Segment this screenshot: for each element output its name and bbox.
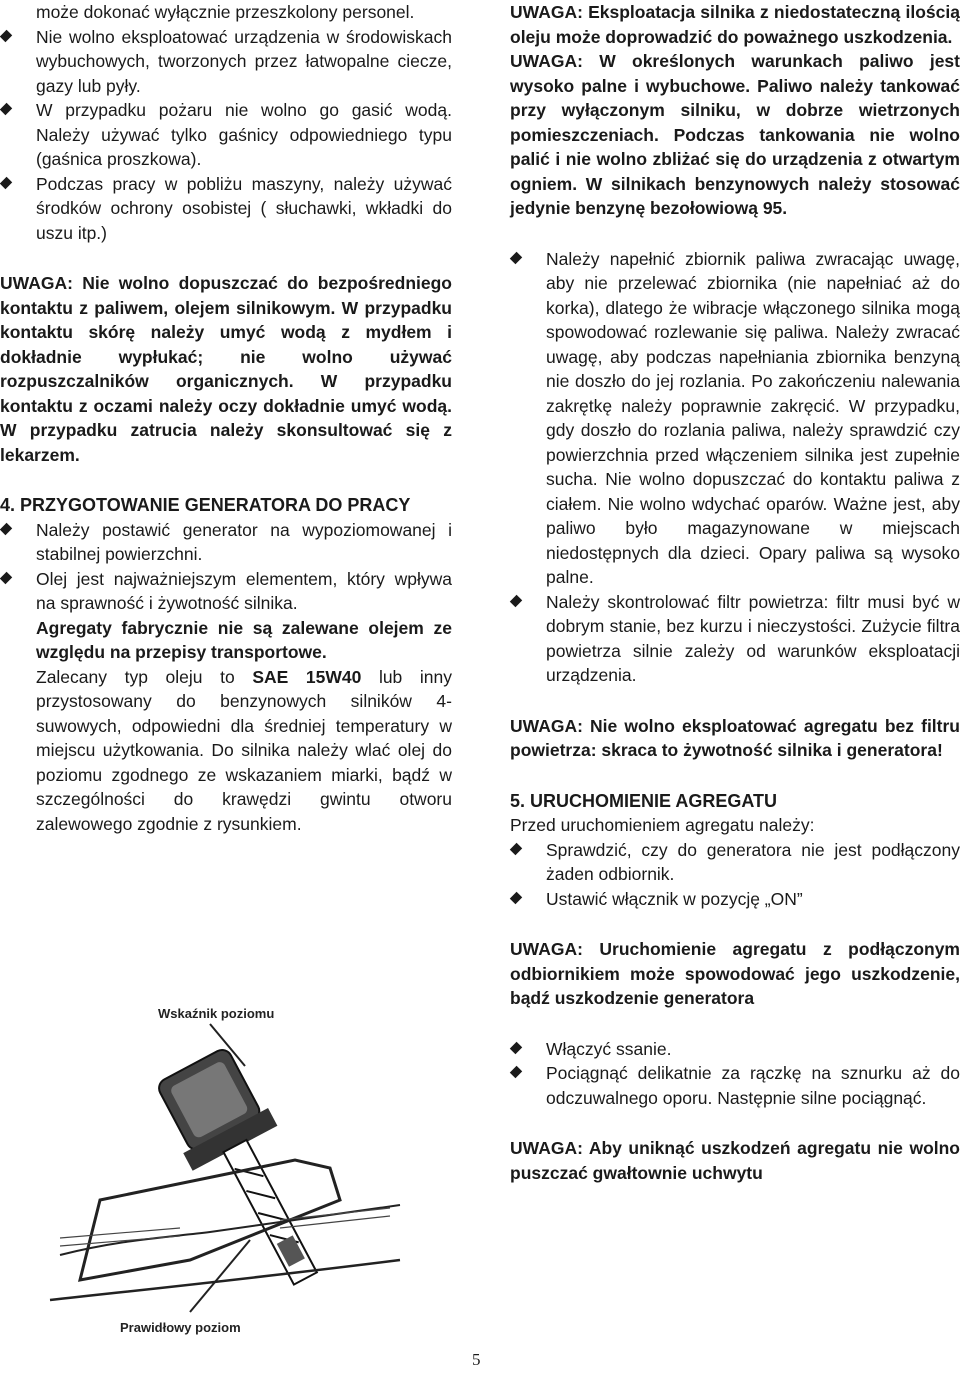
- oil-grade: SAE 15W40: [252, 666, 362, 687]
- page-number: 5: [472, 1350, 481, 1369]
- right-column: [510, 0, 960, 1185]
- warning-start-with-load: UWAGA: Uruchomienie agregatu z podłączonym odbiornikiem może spowodować jego uszkodzenie, bądź uszkodzenie generatora: [510, 939, 960, 1008]
- bullet-explosive: Nie wolno eksploatować urządzenia w środowiskach wybuchowych, tworzonych przez łatwopalne ciecze, gazy lub pyły.: [0, 25, 452, 99]
- bullet-level-surface: Należy postawić generator na wypoziomowanej i stabilnej powierzchni.: [0, 518, 452, 567]
- bullet-diamond-icon: [510, 1066, 522, 1078]
- bullet-diamond-icon: [0, 176, 12, 188]
- bullet-choke: Włączyć ssanie.: [510, 1037, 960, 1062]
- dipstick-illustration: [40, 1000, 410, 1345]
- bullet-no-load: Sprawdzić, czy do generatora nie jest podłączony żaden odbiornik.: [510, 838, 960, 887]
- section-5-title: 5. URUCHOMIENIE AGREGATU: [510, 790, 778, 811]
- bullet-diamond-icon: [510, 251, 522, 263]
- bullet-diamond-icon: [510, 891, 522, 903]
- oil-type-paragraph: Zalecany typ oleju to SAE 15W40 lub inny przystosowany do benzynowych silników 4-suwowych, odpowiedni dla średniej temperatury w miejscu użytkowania. Do silnika należy wlać olej do poziomu zgodnego ze wskazaniem miarki, bądź w szczególności do krawędzi gwintu otworu zalewowego zgodnie z rysunkiem.: [36, 666, 452, 834]
- warning-air-filter: UWAGA: Nie wolno eksploatować agregatu bez filtru powietrza: skraca to żywotność silnika i generatora!: [510, 715, 960, 760]
- oil-level-figure: [40, 1000, 410, 1345]
- bullet-diamond-icon: [0, 103, 12, 115]
- bullet-switch-on: Ustawić włącznik w pozycję „ON”: [510, 887, 960, 912]
- bullet-oil-importance: Olej jest najważniejszym elementem, który wpływa na sprawność i żywotność silnika.: [0, 567, 452, 616]
- bullet-diamond-icon: [510, 842, 522, 854]
- bullet-diamond-icon: [0, 29, 12, 41]
- intro-continuation: może dokonać wyłącznie przeszkolony personel.: [36, 2, 415, 22]
- bullet-diamond-icon: [510, 1041, 522, 1053]
- warning-throttle: UWAGA: Aby uniknąć uszkodzeń agregatu nie wolno puszczać gwałtownie uchwytu: [510, 1138, 960, 1183]
- bullet-pull-cord: Pociągnąć delikatnie za rączkę na sznurku aż do odczuwalnego oporu. Następnie silne pociągnąć.: [510, 1061, 960, 1110]
- bullet-air-filter: Należy skontrolować filtr powietrza: filtr musi być w dobrym stanie, bez kurzu i nieczystości. Zużycie filtra powietrza silnie zależy od warunków eksploatacji urządzenia.: [510, 590, 960, 688]
- bullet-diamond-icon: [0, 571, 12, 583]
- left-column: [0, 0, 452, 836]
- warning-contact: UWAGA: Nie wolno dopuszczać do bezpośredniego kontaktu z paliwem, olejem silnikowym. W przypadku kontaktu skórę należy umyć wodą z mydłem i dokładnie wypłukać; nie wolno używać rozpuszczalników organicznych. W przypadku kontaktu z oczami należy oczy dokładnie umyć wodą. W przypadku zatrucia należy skonsultować się z lekarzem.: [0, 273, 452, 465]
- section-4-title: 4. PRZYGOTOWANIE GENERATORA DO PRACY: [0, 495, 411, 515]
- oil-not-filled-note: Agregaty fabrycznie nie są zalewane olejem ze względu na przepisy transportowe.: [36, 617, 452, 662]
- bullet-fuel-tank: Należy napełnić zbiornik paliwa zwracając uwagę, aby nie przelewać zbiornika (nie napełniać aż do korka), dlatego że wibracje włączonego silnika mogą spowodować rozlewanie się paliwa. Należy zwracać uwagę, aby podczas napełniania zbiornika benzyną nie doszło do jej rozlania. Po zakończeniu nalewania zakrętkę należy poprawnie zakręcić. W przypadku, gdy doszło do rozlania paliwa, należy sprawdzić czy powierzchnia przed włączeniem silnika jest zupełnie sucha. Nie wolno dopuszczać do kontaktu paliwa z ciałem. Nie wolno wdychać oparów. Ważne jest, aby paliwo było magazynowane w miejscach niedostępnych dla dzieci. Opary paliwa są wysoko palne.: [510, 247, 960, 590]
- bullet-fire: W przypadku pożaru nie wolno go gasić wodą. Należy używać tylko gaśnicy odpowiedniego typu (gaśnica proszkowa).: [0, 98, 452, 172]
- figure-label-bottom: Prawidłowy poziom: [120, 1320, 241, 1335]
- warning-fuel: UWAGA: W określonych warunkach paliwo jest wysoko palne i wybuchowe. Paliwo należy tankować przy wyłączonym silniku, w dobrze wietrzonych pomieszczeniach. Podczas tankowania nie wolno palić i nie wolno zbliżać się do urządzenia z otwartym ogniem. W silnikach benzynowych należy stosować jedynie benzynę bezołowiową 95.: [510, 51, 960, 218]
- figure-label-top: Wskaźnik poziomu: [158, 1006, 275, 1021]
- bullet-diamond-icon: [0, 522, 12, 534]
- bullet-diamond-icon: [510, 594, 522, 606]
- section-5-intro: Przed uruchomieniem agregatu należy:: [510, 815, 815, 835]
- bullet-ppe: Podczas pracy w pobliżu maszyny, należy używać środków ochrony osobistej ( słuchawki, wkładki do uszu itp.): [0, 172, 452, 246]
- warning-oil: UWAGA: Eksploatacja silnika z niedostateczną ilością oleju może doprowadzić do poważnego uszkodzenia.: [510, 2, 960, 47]
